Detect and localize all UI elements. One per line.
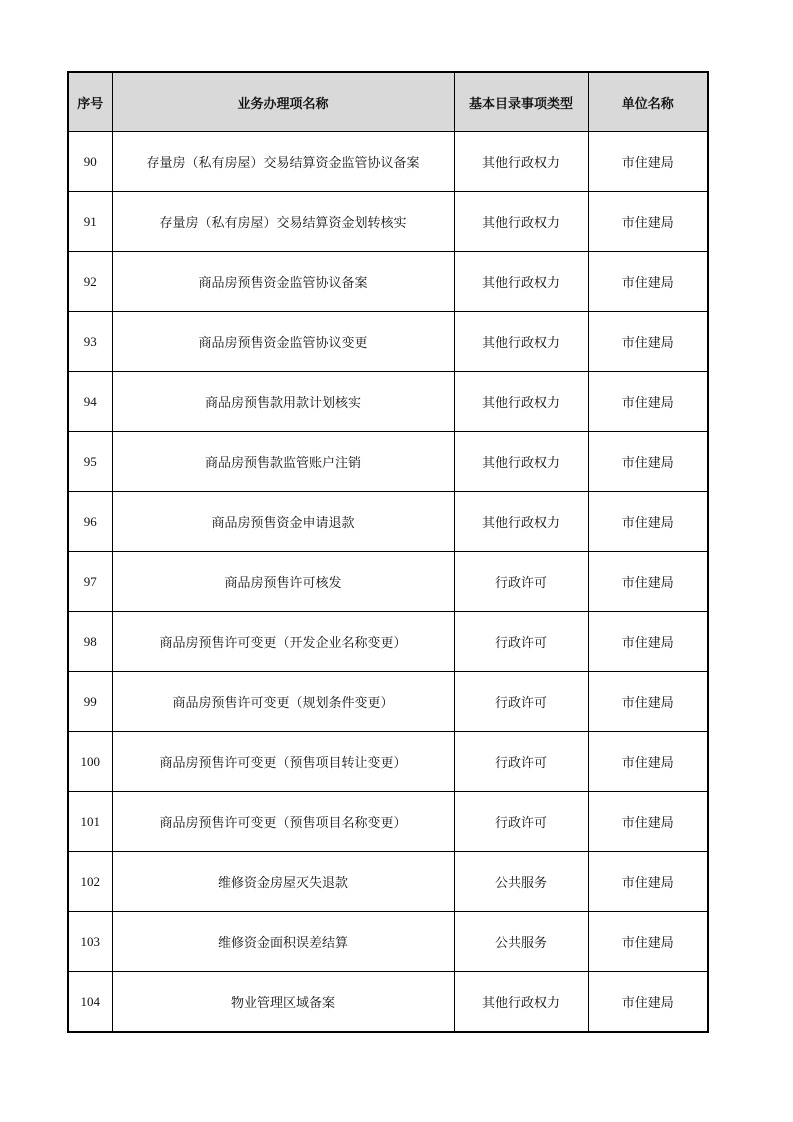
row-item-name: 商品房预售资金监管协议备案 — [112, 252, 454, 312]
row-item-name: 物业管理区域备案 — [112, 972, 454, 1033]
table-row — [68, 612, 708, 672]
row-serial-number: 94 — [68, 372, 112, 432]
row-unit-name: 市住建局 — [588, 612, 708, 672]
table-row — [68, 552, 708, 612]
table-row — [68, 672, 708, 732]
table-row — [68, 792, 708, 852]
header-item-name: 业务办理项名称 — [112, 72, 454, 132]
row-catalog-type: 行政许可 — [454, 672, 588, 732]
row-catalog-type: 其他行政权力 — [454, 252, 588, 312]
row-serial-number: 102 — [68, 852, 112, 912]
row-item-name: 存量房（私有房屋）交易结算资金监管协议备案 — [112, 132, 454, 192]
table-row — [68, 192, 708, 252]
row-unit-name: 市住建局 — [588, 192, 708, 252]
row-serial-number: 99 — [68, 672, 112, 732]
row-catalog-type: 其他行政权力 — [454, 132, 588, 192]
row-unit-name: 市住建局 — [588, 732, 708, 792]
table-row — [68, 732, 708, 792]
table-row — [68, 852, 708, 912]
row-item-name: 存量房（私有房屋）交易结算资金划转核实 — [112, 192, 454, 252]
row-item-name: 维修资金房屋灭失退款 — [112, 852, 454, 912]
row-serial-number: 104 — [68, 972, 112, 1033]
row-serial-number: 95 — [68, 432, 112, 492]
row-serial-number: 97 — [68, 552, 112, 612]
row-item-name: 商品房预售资金申请退款 — [112, 492, 454, 552]
row-serial-number: 100 — [68, 732, 112, 792]
row-catalog-type: 其他行政权力 — [454, 372, 588, 432]
table-header-row — [68, 72, 708, 132]
row-serial-number: 103 — [68, 912, 112, 972]
service-items-table-container — [67, 71, 707, 1033]
table-row — [68, 132, 708, 192]
header-serial-number: 序号 — [68, 72, 112, 132]
row-serial-number: 91 — [68, 192, 112, 252]
row-serial-number: 101 — [68, 792, 112, 852]
table-row — [68, 372, 708, 432]
row-serial-number: 98 — [68, 612, 112, 672]
row-item-name: 商品房预售款用款计划核实 — [112, 372, 454, 432]
row-unit-name: 市住建局 — [588, 492, 708, 552]
row-unit-name: 市住建局 — [588, 552, 708, 612]
row-serial-number: 90 — [68, 132, 112, 192]
row-item-name: 商品房预售许可变更（预售项目转让变更） — [112, 732, 454, 792]
row-serial-number: 93 — [68, 312, 112, 372]
row-catalog-type: 行政许可 — [454, 612, 588, 672]
row-item-name: 商品房预售许可变更（规划条件变更） — [112, 672, 454, 732]
row-item-name: 商品房预售许可核发 — [112, 552, 454, 612]
row-catalog-type: 其他行政权力 — [454, 312, 588, 372]
row-unit-name: 市住建局 — [588, 912, 708, 972]
row-unit-name: 市住建局 — [588, 852, 708, 912]
row-unit-name: 市住建局 — [588, 132, 708, 192]
row-catalog-type: 其他行政权力 — [454, 432, 588, 492]
row-unit-name: 市住建局 — [588, 792, 708, 852]
row-catalog-type: 其他行政权力 — [454, 192, 588, 252]
table-row — [68, 972, 708, 1033]
table-row — [68, 492, 708, 552]
row-unit-name: 市住建局 — [588, 312, 708, 372]
row-item-name: 维修资金面积误差结算 — [112, 912, 454, 972]
row-unit-name: 市住建局 — [588, 252, 708, 312]
row-item-name: 商品房预售资金监管协议变更 — [112, 312, 454, 372]
row-unit-name: 市住建局 — [588, 372, 708, 432]
row-unit-name: 市住建局 — [588, 972, 708, 1033]
row-unit-name: 市住建局 — [588, 432, 708, 492]
header-unit-name: 单位名称 — [588, 72, 708, 132]
row-catalog-type: 公共服务 — [454, 912, 588, 972]
table-row — [68, 252, 708, 312]
service-items-table — [67, 71, 709, 1033]
row-item-name: 商品房预售许可变更（开发企业名称变更） — [112, 612, 454, 672]
row-catalog-type: 行政许可 — [454, 732, 588, 792]
header-catalog-type: 基本目录事项类型 — [454, 72, 588, 132]
table-row — [68, 432, 708, 492]
row-item-name: 商品房预售许可变更（预售项目名称变更） — [112, 792, 454, 852]
row-item-name: 商品房预售款监管账户注销 — [112, 432, 454, 492]
row-catalog-type: 其他行政权力 — [454, 492, 588, 552]
row-catalog-type: 行政许可 — [454, 552, 588, 612]
table-row — [68, 912, 708, 972]
table-row — [68, 312, 708, 372]
row-catalog-type: 公共服务 — [454, 852, 588, 912]
row-serial-number: 92 — [68, 252, 112, 312]
row-catalog-type: 行政许可 — [454, 792, 588, 852]
row-unit-name: 市住建局 — [588, 672, 708, 732]
row-serial-number: 96 — [68, 492, 112, 552]
row-catalog-type: 其他行政权力 — [454, 972, 588, 1033]
